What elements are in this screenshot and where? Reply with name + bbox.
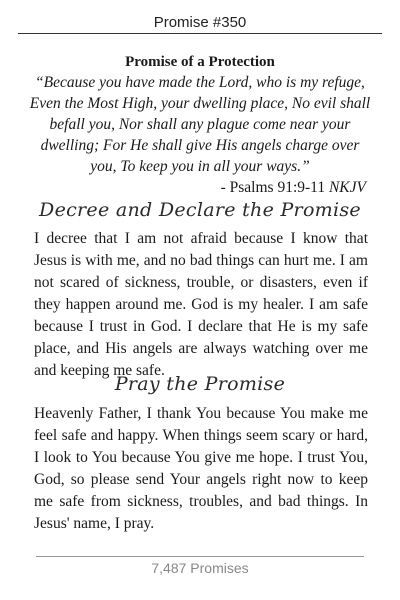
decree-heading: Decree and Declare the Promise bbox=[39, 199, 361, 221]
verse-reference bbox=[26, 177, 374, 198]
decree-text: I decree that I am not afraid because I know that Jesus is with me, and no bad things can hurt me. I am not scared of sickness, trouble, or disasters, even if they happen around me. God is my healer. I am safe because I trust in God. I declare that He is my safe place, and His angels are always watching over me and keeping me safe. bbox=[34, 230, 368, 379]
promise-count: 7,487 Promises bbox=[151, 560, 249, 576]
verse-block bbox=[26, 53, 374, 198]
header-divider bbox=[18, 33, 382, 34]
page-title: Promise #350 bbox=[153, 14, 247, 31]
verse-title: Promise of a Protection bbox=[125, 54, 275, 70]
verse-reference-citation: - Psalms 91:9-11 bbox=[220, 179, 326, 196]
prayer-heading: Pray the Promise bbox=[114, 373, 286, 395]
prayer-text: Heavenly Father, I thank You because You make me feel safe and happy. When things seem scary or hard, I look to You because You give me hope. I trust You, God, so please send Your angels right now to keep me safe from sickness, troubles, and bad things. In Jesus' name, I pray. bbox=[34, 405, 368, 532]
verse-version: NKJV bbox=[328, 179, 366, 196]
footer-divider bbox=[36, 556, 364, 557]
verse-text: “Because you have made the Lord, who is my refuge, Even the Most High, your dwelling place, No evil shall befall you, Nor shall any plague come near your dwelling; For He shall give His angels charge over you, To keep you in all your ways.” bbox=[29, 74, 371, 175]
